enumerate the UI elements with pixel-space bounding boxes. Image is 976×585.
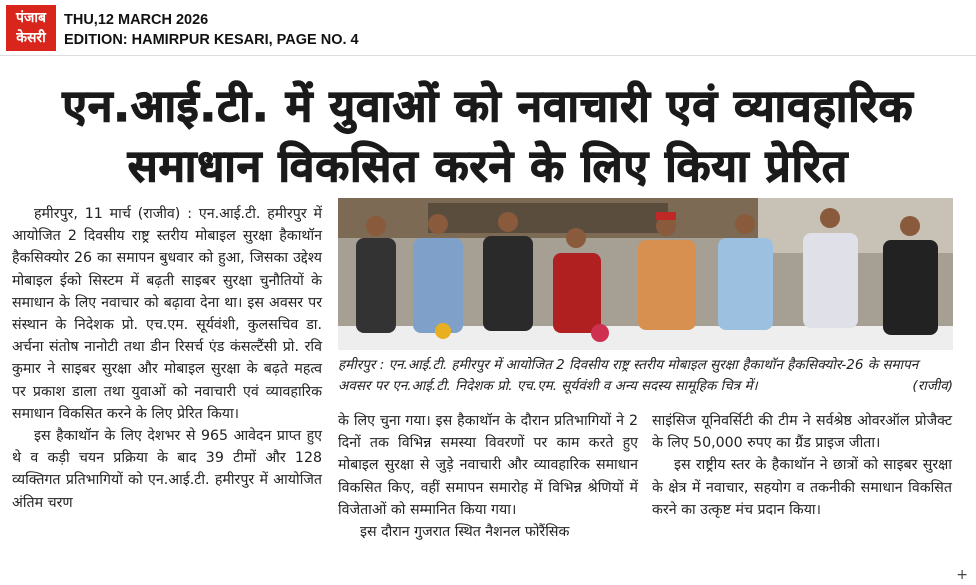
headline-line-2: समाधान विकसित करने के लिए किया प्रेरित <box>127 141 849 192</box>
paragraph: साइंसिज यूनिवर्सिटी की टीम ने सर्वश्रेष्ठ ओवरऑल प्रोजैक्ट के लिए 50,000 रुपए का ग्रैंड प्राइज जीता। <box>652 413 952 452</box>
edition: EDITION: HAMIRPUR KESARI, PAGE NO. 4 <box>64 32 359 48</box>
group-photo <box>338 198 953 350</box>
photo-credit: (राजीव) <box>912 378 953 394</box>
crop-mark-icon: + <box>956 567 968 583</box>
photo-caption <box>338 355 953 397</box>
headline-line-1: एन.आई.टी. में युवाओं को नवाचारी एवं व्यावहारिक <box>62 81 914 132</box>
paragraph: हमीरपुर, 11 मार्च (राजीव) : एन.आई.टी. हमीरपुर में आयोजित 2 दिवसीय राष्ट्र स्तरीय मोबाइल सुरक्षा हैकाथॉन हैकसिक्योर 26 का समापन बुधवार को हुआ, जिसका उद्देश्य मोबाइल ईको सिस्टम में बढ़ती साइबर सुरक्षा चुनौतियों के समाधान के लिए नवाचार को बढ़ावा देना था। इस अवसर पर संस्थान के निदेशक प्रो. एच.एम. सूर्यवंशी, कुलसचिव डा. अर्चना संतोष नानोटी तथा डीन रिसर्च एंड कंसल्टैंसी प्रो. रवि कुमार ने साइबर सुरक्षा और मोबाइल सुरक्षा के बढ़ते महत्व पर प्रकाश डाला तथा युवाओं को नवाचारी एवं व्यावहारिक समाधान विकसित करने के लिए प्रेरित किया। <box>12 206 322 422</box>
page-header <box>0 0 976 56</box>
paragraph: इस हैकाथॉन के लिए देशभर से 965 आवेदन प्राप्त हुए थे व कड़ी चयन प्रक्रिया के बाद 39 टीमों और 128 व्यक्तिगत प्रतिभागियों को एन.आई.टी. हमीरपुर में आयोजित अंतिम चरण <box>12 428 322 511</box>
edition-info <box>64 10 359 50</box>
paragraph: इस राष्ट्रीय स्तर के हैकाथॉन ने छात्रों को साइबर सुरक्षा के क्षेत्र में नवाचार, सहयोग व तकनीकी समाधान विकसित करने का उत्कृष्ट मंच प्रदान किया। <box>652 457 952 518</box>
article-column-3 <box>652 410 952 521</box>
article-column-2 <box>338 410 638 543</box>
paragraph: इस दौरान गुजरात स्थित नैशनल फोरैंसिक <box>360 524 570 541</box>
date: THU,12 MARCH 2026 <box>64 12 209 28</box>
paragraph: के लिए चुना गया। इस हैकाथॉन के दौरान प्रतिभागियों ने 2 दिनों तक विभिन्न समस्या विवरणों पर काम करते हुए मोबाइल सुरक्षा से जुड़े नवाचारी और व्यावहारिक समाधान विकसित किए, वहीं समापन समारोह में विभिन्न श्रेणियों में विजेताओं को सम्मानित किया गया। <box>338 413 638 518</box>
caption-text: हमीरपुर : एन.आई.टी. हमीरपुर में आयोजित 2 दिवसीय राष्ट्र स्तरीय मोबाइल सुरक्षा हैकाथॉन हैकसिक्योर-26 के समापन अवसर पर एन.आई.टी. निदेशक प्रो. एच.एम. सूर्यवंशी व अन्य सदस्य सामूहिक चित्र में। <box>338 357 919 394</box>
article-column-1 <box>12 203 322 514</box>
newspaper-logo: पंजाब केसरी <box>6 5 56 51</box>
